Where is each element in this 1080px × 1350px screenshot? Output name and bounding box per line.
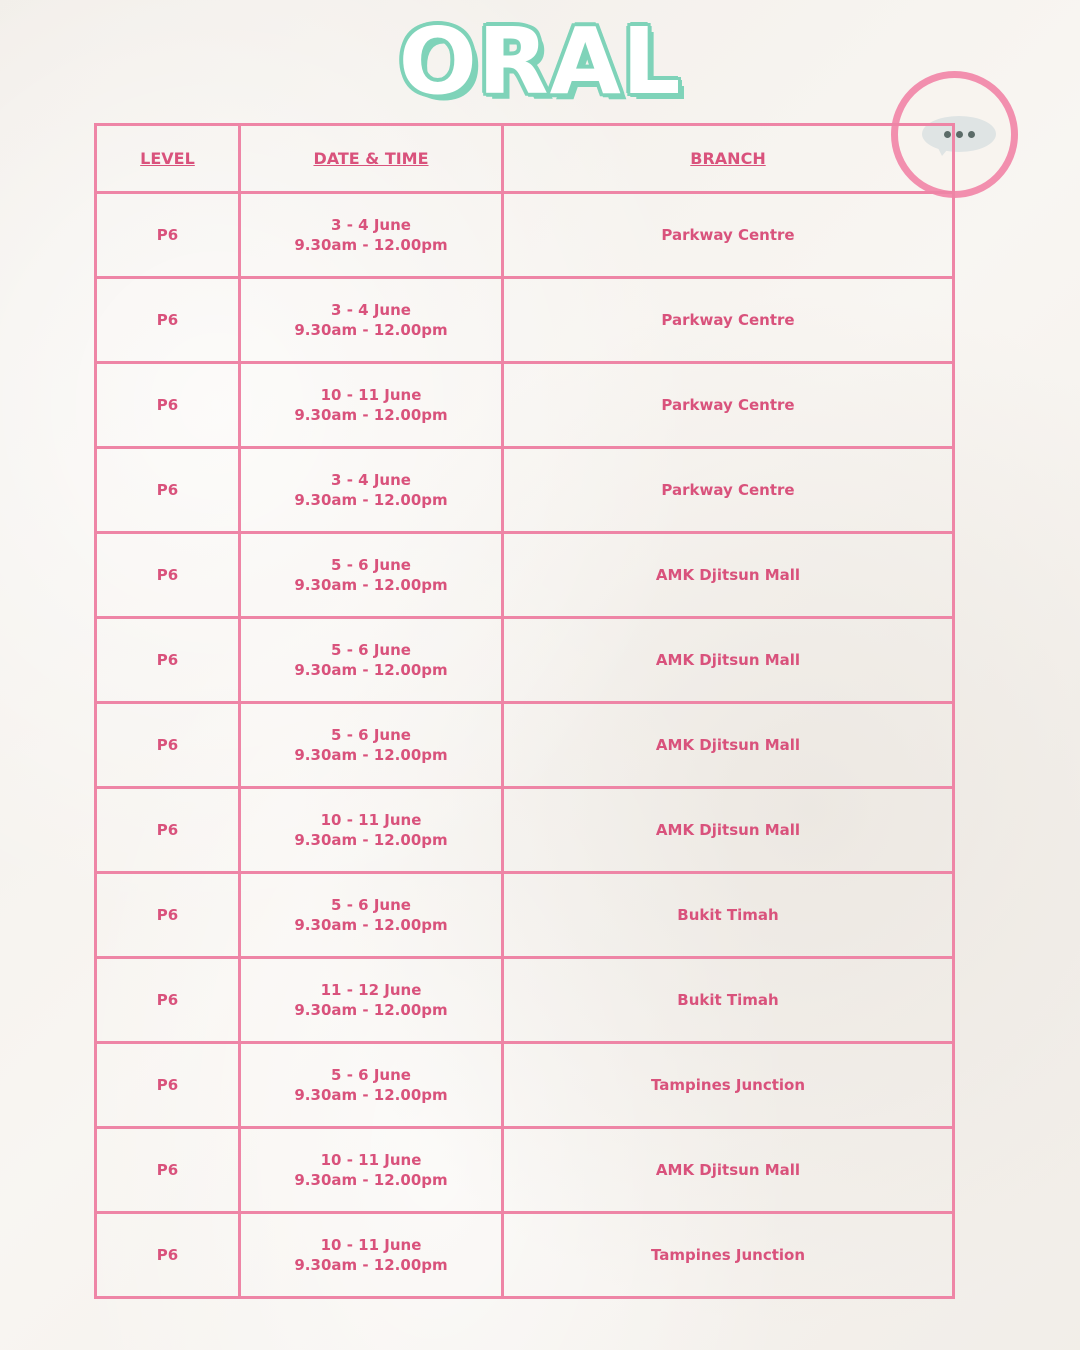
level-cell: P6 bbox=[96, 618, 240, 703]
level-cell: P6 bbox=[96, 788, 240, 873]
date-text: 3 - 4 June bbox=[331, 471, 411, 489]
branch-cell: AMK Djitsun Mall bbox=[503, 618, 954, 703]
header-branch: BRANCH bbox=[503, 125, 954, 193]
date-time-cell bbox=[240, 1128, 503, 1213]
time-text: 9.30am - 12.00pm bbox=[294, 1256, 448, 1274]
branch-cell: Parkway Centre bbox=[503, 278, 954, 363]
level-cell: P6 bbox=[96, 193, 240, 278]
schedule-table bbox=[94, 123, 955, 1299]
date-time-cell bbox=[240, 958, 503, 1043]
date-time-cell bbox=[240, 703, 503, 788]
branch-cell: AMK Djitsun Mall bbox=[503, 788, 954, 873]
branch-cell: Tampines Junction bbox=[503, 1213, 954, 1298]
branch-cell: AMK Djitsun Mall bbox=[503, 533, 954, 618]
date-text: 11 - 12 June bbox=[320, 981, 422, 999]
date-time-cell bbox=[240, 448, 503, 533]
table-row bbox=[96, 448, 954, 533]
date-time-cell bbox=[240, 193, 503, 278]
level-cell: P6 bbox=[96, 533, 240, 618]
date-text: 5 - 6 June bbox=[331, 1066, 411, 1084]
date-time-cell bbox=[240, 363, 503, 448]
table-row bbox=[96, 1128, 954, 1213]
level-cell: P6 bbox=[96, 278, 240, 363]
branch-cell: Bukit Timah bbox=[503, 873, 954, 958]
date-text: 5 - 6 June bbox=[331, 726, 411, 744]
dot-icon bbox=[956, 131, 963, 138]
date-text: 5 - 6 June bbox=[331, 896, 411, 914]
page-title: ORAL bbox=[398, 8, 682, 115]
date-text: 10 - 11 June bbox=[320, 386, 422, 404]
table-row bbox=[96, 958, 954, 1043]
branch-cell: Parkway Centre bbox=[503, 363, 954, 448]
table-row bbox=[96, 363, 954, 448]
table-row bbox=[96, 193, 954, 278]
branch-cell: Parkway Centre bbox=[503, 193, 954, 278]
table-row bbox=[96, 1043, 954, 1128]
date-text: 10 - 11 June bbox=[320, 1236, 422, 1254]
level-cell: P6 bbox=[96, 1128, 240, 1213]
date-time-cell bbox=[240, 533, 503, 618]
date-text: 5 - 6 June bbox=[331, 641, 411, 659]
branch-cell: Parkway Centre bbox=[503, 448, 954, 533]
date-time-cell bbox=[240, 1043, 503, 1128]
time-text: 9.30am - 12.00pm bbox=[294, 831, 448, 849]
level-cell: P6 bbox=[96, 958, 240, 1043]
time-text: 9.30am - 12.00pm bbox=[294, 321, 448, 339]
time-text: 9.30am - 12.00pm bbox=[294, 1171, 448, 1189]
level-cell: P6 bbox=[96, 363, 240, 448]
header-level: LEVEL bbox=[96, 125, 240, 193]
time-text: 9.30am - 12.00pm bbox=[294, 576, 448, 594]
table-row bbox=[96, 703, 954, 788]
date-text: 3 - 4 June bbox=[331, 216, 411, 234]
level-cell: P6 bbox=[96, 448, 240, 533]
header-row bbox=[96, 125, 954, 193]
time-text: 9.30am - 12.00pm bbox=[294, 746, 448, 764]
table-row bbox=[96, 278, 954, 363]
date-text: 5 - 6 June bbox=[331, 556, 411, 574]
level-cell: P6 bbox=[96, 703, 240, 788]
date-time-cell bbox=[240, 618, 503, 703]
date-text: 10 - 11 June bbox=[320, 811, 422, 829]
branch-cell: AMK Djitsun Mall bbox=[503, 703, 954, 788]
level-cell: P6 bbox=[96, 1043, 240, 1128]
table-row bbox=[96, 618, 954, 703]
date-time-cell bbox=[240, 1213, 503, 1298]
table-row bbox=[96, 788, 954, 873]
table-row bbox=[96, 873, 954, 958]
branch-cell: Bukit Timah bbox=[503, 958, 954, 1043]
table-row bbox=[96, 1213, 954, 1298]
time-text: 9.30am - 12.00pm bbox=[294, 916, 448, 934]
date-time-cell bbox=[240, 788, 503, 873]
level-cell: P6 bbox=[96, 1213, 240, 1298]
table-row bbox=[96, 533, 954, 618]
time-text: 9.30am - 12.00pm bbox=[294, 406, 448, 424]
date-text: 10 - 11 June bbox=[320, 1151, 422, 1169]
date-time-cell bbox=[240, 278, 503, 363]
dot-icon bbox=[968, 131, 975, 138]
time-text: 9.30am - 12.00pm bbox=[294, 661, 448, 679]
branch-cell: AMK Djitsun Mall bbox=[503, 1128, 954, 1213]
date-text: 3 - 4 June bbox=[331, 301, 411, 319]
time-text: 9.30am - 12.00pm bbox=[294, 1001, 448, 1019]
branch-cell: Tampines Junction bbox=[503, 1043, 954, 1128]
time-text: 9.30am - 12.00pm bbox=[294, 1086, 448, 1104]
level-cell: P6 bbox=[96, 873, 240, 958]
time-text: 9.30am - 12.00pm bbox=[294, 236, 448, 254]
header-date-time: DATE & TIME bbox=[240, 125, 503, 193]
time-text: 9.30am - 12.00pm bbox=[294, 491, 448, 509]
date-time-cell bbox=[240, 873, 503, 958]
